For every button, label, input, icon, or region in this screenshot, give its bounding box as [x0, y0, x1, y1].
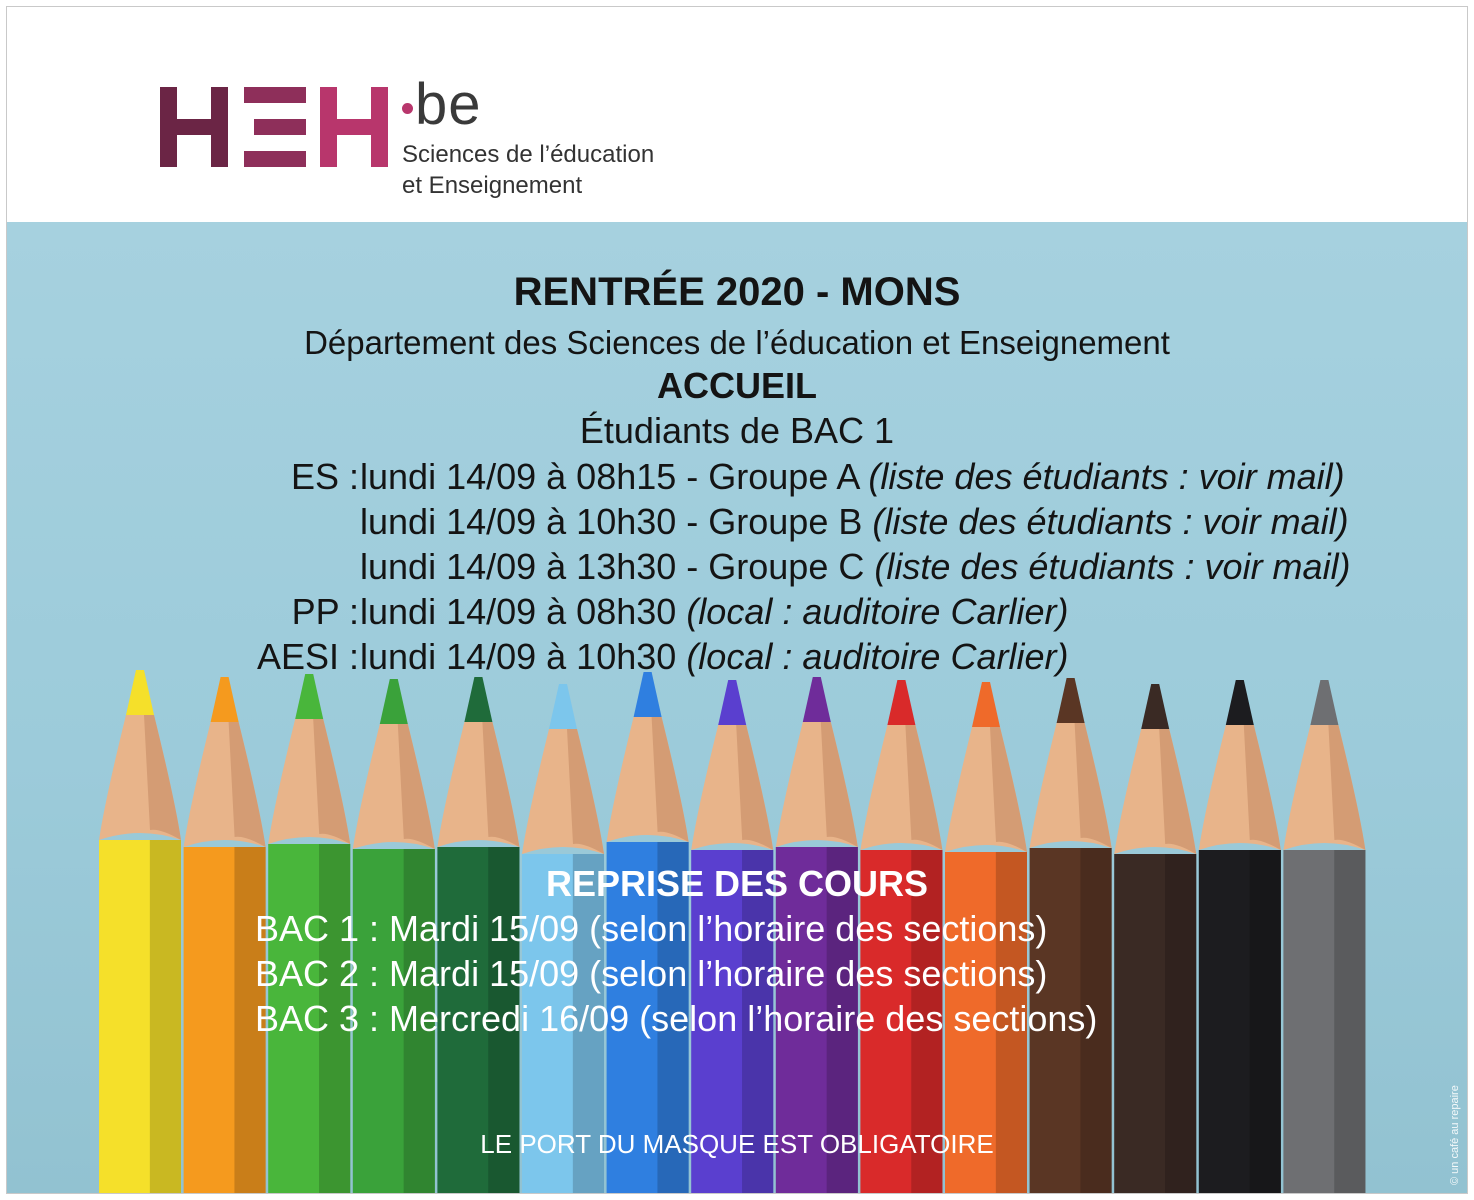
schedule-note: (local : auditoire Carlier)	[686, 591, 1069, 632]
pencil	[1114, 684, 1196, 1194]
schedule-row	[360, 545, 1351, 589]
schedule-note: (liste des étudiants : voir mail)	[872, 501, 1349, 542]
header	[7, 7, 1467, 222]
mask-notice: LE PORT DU MASQUE EST OBLIGATOIRE	[480, 1129, 994, 1159]
schedule-section-label: AESI :	[256, 636, 359, 677]
page-title: RENTRÉE 2020 - MONS	[513, 270, 961, 314]
schedule-section-label: ES :	[290, 456, 359, 497]
schedule-row	[360, 500, 1349, 544]
reprise-line: BAC 2 : Mardi 15/09 (selon l’horaire des sections)	[255, 953, 1048, 994]
logo-dot-icon	[402, 103, 413, 114]
schedule-note: (liste des étudiants : voir mail)	[874, 546, 1351, 587]
reprise-line: BAC 3 : Mercredi 16/09 (selon l’horaire des sections)	[255, 998, 1098, 1039]
schedule-row	[360, 635, 1068, 679]
logo-subtitle	[402, 139, 654, 201]
schedule-row	[360, 590, 1068, 634]
schedule-slot: lundi 14/09 à 13h30 - Groupe C	[360, 546, 865, 587]
schedule-slot: lundi 14/09 à 08h15 - Groupe A	[360, 456, 859, 497]
logo-subtitle-line1: Sciences de l’éducation	[402, 141, 655, 168]
reprise-heading: REPRISE DES COURS	[545, 863, 929, 904]
reprise-line: BAC 1 : Mardi 15/09 (selon l’horaire des sections)	[255, 908, 1048, 949]
schedule-section-label: PP :	[291, 591, 359, 632]
schedule-slot: lundi 14/09 à 08h30	[360, 591, 677, 632]
logo-domain	[402, 71, 482, 138]
logo-domain-text: be	[415, 72, 482, 137]
pencil	[184, 677, 266, 1194]
schedule-row	[360, 455, 1345, 499]
pencil	[99, 670, 181, 1194]
department-line: Département des Sciences de l’éducation et Enseignement	[304, 324, 1170, 361]
pencil	[1199, 680, 1281, 1194]
accueil-heading: ACCUEIL	[657, 365, 817, 406]
logo-subtitle-line2: et Enseignement	[402, 172, 583, 199]
heh-logo	[152, 72, 712, 207]
poster-frame	[6, 6, 1468, 1194]
schedule-slot: lundi 14/09 à 10h30	[360, 636, 677, 677]
schedule-note: (local : auditoire Carlier)	[686, 636, 1069, 677]
photo-credit: © un café au repaire	[1449, 1085, 1461, 1185]
schedule-note: (liste des étudiants : voir mail)	[868, 456, 1345, 497]
pencil	[1283, 680, 1365, 1194]
heh-logo-mark	[152, 77, 402, 172]
poster-background	[7, 222, 1467, 1194]
schedule-slot: lundi 14/09 à 10h30 - Groupe B	[360, 501, 863, 542]
students-line: Étudiants de BAC 1	[579, 410, 895, 451]
